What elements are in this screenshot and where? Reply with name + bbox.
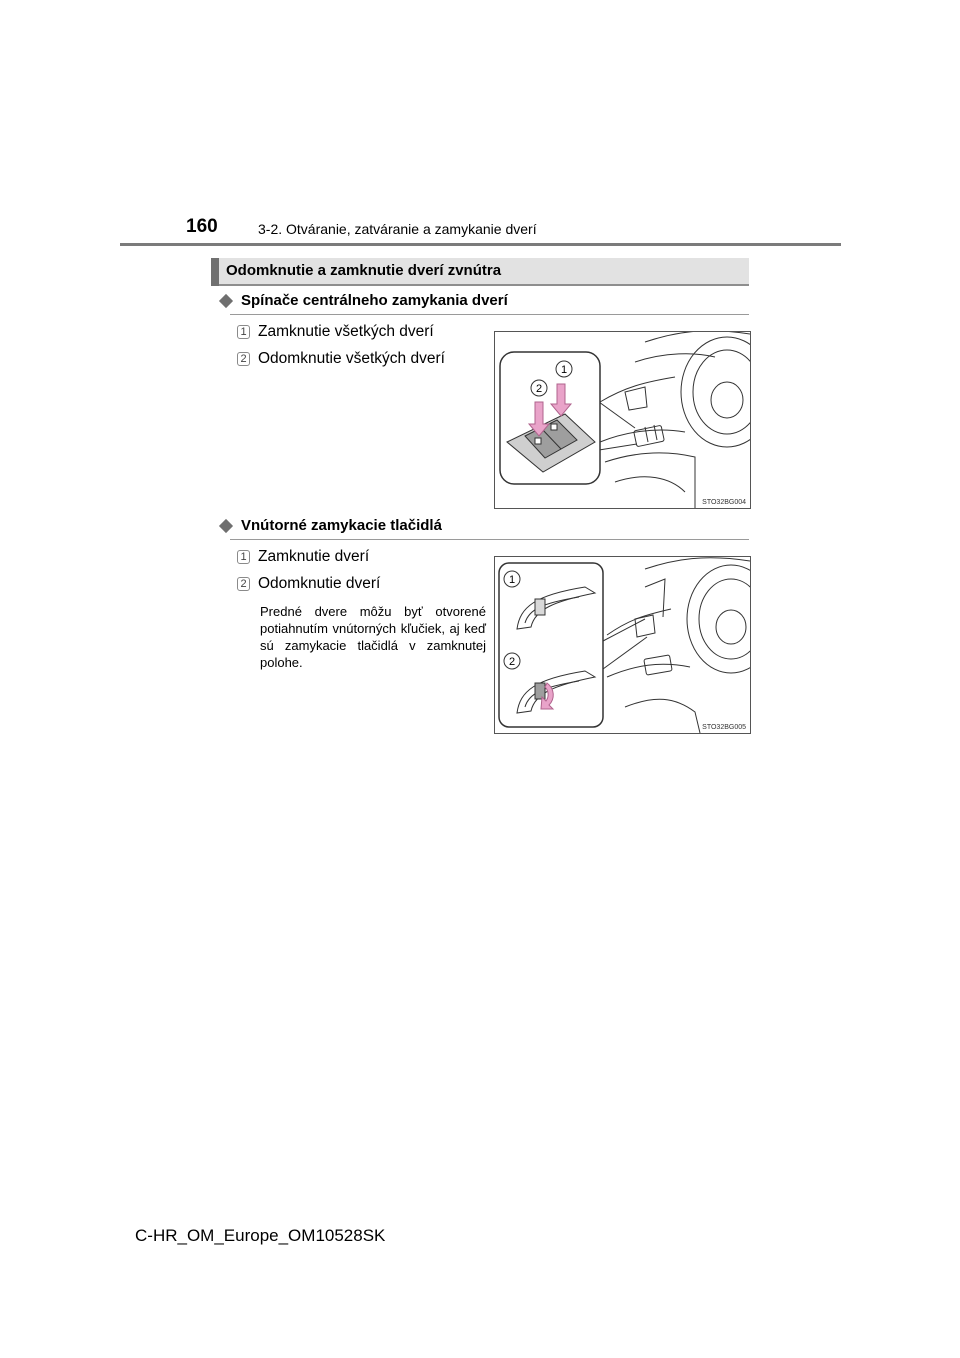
note-text: Predné dvere môžu byť otvorené potiahnutím vnútorných kľučiek, aj keď sú zamykacie tlačidlá v zamknutej polohe. xyxy=(260,604,486,670)
list-item xyxy=(237,575,380,593)
list-item xyxy=(237,548,369,566)
subsection-rule xyxy=(230,314,749,315)
illustration-code: STO32BG005 xyxy=(702,724,746,731)
section-title: Odomknutie a zamknutie dverí zvnútra xyxy=(226,262,502,279)
footer-document-code: C-HR_OM_Europe_OM10528SK xyxy=(135,1226,386,1245)
page-number: 160 xyxy=(186,216,218,237)
list-item-text: Odomknutie všetkých dverí xyxy=(258,350,445,367)
list-item xyxy=(237,323,434,341)
subsection-heading-inner-buttons xyxy=(218,517,442,534)
header-rule xyxy=(120,243,841,246)
number-badge: 2 xyxy=(237,577,250,591)
subsection-title: Spínače centrálneho zamykania dverí xyxy=(241,292,508,309)
diamond-bullet-icon xyxy=(219,293,233,307)
number-badge: 2 xyxy=(237,352,250,366)
diamond-bullet-icon xyxy=(219,518,233,532)
list-item-text: Zamknutie dverí xyxy=(258,548,370,565)
callout-2: 2 xyxy=(535,383,543,395)
list-item xyxy=(237,350,445,368)
callout-1: 1 xyxy=(508,574,516,586)
illustration-code: STO32BG004 xyxy=(702,499,746,506)
number-badge: 1 xyxy=(237,325,250,339)
illustration-inner-lock-buttons xyxy=(494,556,751,734)
door-switch-drawing xyxy=(495,332,750,508)
list-item-text: Zamknutie všetkých dverí xyxy=(258,323,434,340)
callout-2: 2 xyxy=(508,656,516,668)
door-handle-drawing xyxy=(495,557,750,733)
subsection-rule xyxy=(230,539,749,540)
number-badge: 1 xyxy=(237,550,250,564)
running-head: 3-2. Otváranie, zatváranie a zamykanie dverí xyxy=(258,221,537,237)
list-item-text: Odomknutie dverí xyxy=(258,575,381,592)
callout-1: 1 xyxy=(560,364,568,376)
illustration-central-lock-switch xyxy=(494,331,751,509)
section-heading-accent xyxy=(211,258,219,286)
subsection-title: Vnútorné zamykacie tlačidlá xyxy=(241,517,442,534)
subsection-heading-central-switches xyxy=(218,292,508,309)
